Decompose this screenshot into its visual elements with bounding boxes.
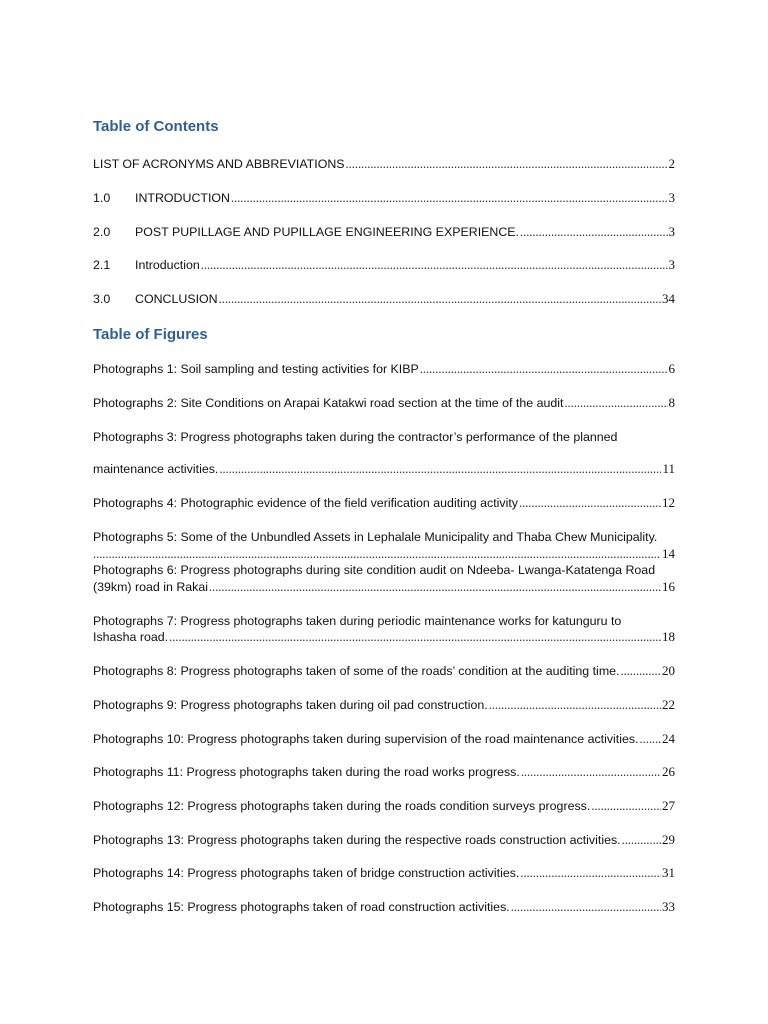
figure-entry-title: Photographs 4: Photographic evidence of the field verification auditing activity — [93, 496, 518, 510]
figure-entry-title: Photographs 11: Progress photographs taken during the road works progress. — [93, 765, 520, 779]
figure-entry[interactable] — [93, 580, 675, 594]
figure-entry[interactable] — [93, 698, 675, 712]
figure-entry-page: 31 — [662, 865, 675, 880]
figure-entry-page: 6 — [668, 361, 675, 376]
toc-entry-title: Introduction — [135, 258, 200, 272]
figure-entry[interactable] — [93, 833, 675, 847]
figure-entry-page: 27 — [662, 798, 675, 813]
dot-leader — [640, 732, 661, 746]
figure-entry-title: Photographs 12: Progress photographs taken during the roads condition surveys progress. — [93, 799, 591, 813]
dot-leader — [209, 580, 661, 594]
toc-entry[interactable] — [93, 258, 675, 272]
figure-entry-page: 29 — [662, 832, 675, 847]
toc-entry-number: 3.0 — [93, 292, 111, 306]
figure-entry[interactable] — [93, 732, 675, 746]
dot-leader — [420, 362, 668, 376]
figure-entry-title-line1[interactable]: Photographs 6: Progress photographs during site condition audit on Ndeeba- Lwanga-Katatenga Road — [93, 563, 656, 577]
dot-leader — [521, 765, 661, 779]
toc-entry-page: 3 — [668, 190, 675, 205]
toc-entry[interactable] — [93, 157, 675, 171]
figure-entry[interactable] — [93, 900, 675, 914]
figure-entry[interactable] — [93, 547, 675, 561]
figure-entry-title: Photographs 8: Progress photographs taken of some of the roads’ condition at the auditing time. — [93, 664, 620, 678]
toc-entry-number: 2.0 — [93, 225, 111, 239]
dot-leader — [201, 258, 668, 272]
figure-entry-page: 14 — [662, 546, 675, 561]
figure-entry-page: 26 — [662, 764, 675, 779]
figure-entry[interactable] — [93, 496, 675, 510]
figure-entry-title-line2: (39km) road in Rakai — [93, 580, 209, 594]
figures-heading: Table of Figures — [93, 326, 208, 343]
dot-leader — [93, 547, 661, 561]
toc-entry-title: LIST OF ACRONYMS AND ABBREVIATIONS — [93, 157, 345, 171]
dot-leader — [511, 900, 661, 914]
figure-entry-page: 12 — [662, 495, 675, 510]
figure-entry-title-line2: maintenance activities. — [93, 462, 219, 476]
figure-entry-title: Photographs 15: Progress photographs taken of road construction activities. — [93, 900, 510, 914]
figure-entry-page: 8 — [668, 395, 675, 410]
figure-entry-title: Photographs 1: Soil sampling and testing activities for KIBP — [93, 362, 419, 376]
figure-entry-title: Photographs 10: Progress photographs taken during supervision of the road maintenance activities. — [93, 732, 639, 746]
dot-leader — [520, 225, 667, 239]
dot-leader — [622, 833, 661, 847]
figure-entry-title-line1[interactable]: Photographs 3: Progress photographs taken during the contractor’s performance of the planned — [93, 430, 618, 444]
figure-entry-title: Photographs 2: Site Conditions on Arapai Katakwi road section at the time of the audit — [93, 396, 564, 410]
figure-entry-title-line2: Ishasha road. — [93, 630, 169, 644]
dot-leader — [219, 292, 661, 306]
figure-entry-page: 20 — [662, 663, 675, 678]
dot-leader — [519, 496, 661, 510]
toc-entry-title: INTRODUCTION — [135, 191, 230, 205]
dot-leader — [219, 462, 661, 476]
figure-entry-page: 33 — [662, 899, 675, 914]
figure-entry[interactable] — [93, 866, 675, 880]
dot-leader — [169, 630, 661, 644]
dot-leader — [489, 698, 661, 712]
figure-entry[interactable] — [93, 765, 675, 779]
figure-entry[interactable] — [93, 396, 675, 410]
toc-entry-title: POST PUPILLAGE AND PUPILLAGE ENGINEERING EXPERIENCE. — [135, 225, 520, 239]
toc-entry[interactable] — [93, 225, 675, 239]
figure-entry[interactable] — [93, 664, 675, 678]
figure-entry[interactable] — [93, 630, 675, 644]
toc-entry[interactable] — [93, 191, 675, 205]
figure-entry-title: Photographs 9: Progress photographs taken during oil pad construction. — [93, 698, 488, 712]
figure-entry-page: 18 — [662, 629, 675, 644]
figure-entry[interactable] — [93, 362, 675, 376]
dot-leader — [564, 396, 667, 410]
toc-entry[interactable] — [93, 292, 675, 306]
figure-entry-title: Photographs 13: Progress photographs taken during the respective roads construction activities. — [93, 833, 621, 847]
dot-leader — [520, 866, 661, 880]
dot-leader — [231, 191, 668, 205]
dot-leader — [620, 664, 661, 678]
toc-entry-number: 2.1 — [93, 258, 111, 272]
figure-entry-page: 22 — [662, 697, 675, 712]
figure-entry-title-line1[interactable]: Photographs 7: Progress photographs taken during periodic maintenance works for katunguru to — [93, 614, 622, 628]
toc-entry-title: CONCLUSION — [135, 292, 218, 306]
figure-entry[interactable] — [93, 462, 675, 476]
toc-entry-page: 34 — [662, 291, 675, 306]
toc-heading: Table of Contents — [93, 118, 219, 135]
figure-entry[interactable] — [93, 799, 675, 813]
figure-entry-title: Photographs 14: Progress photographs taken of bridge construction activities. — [93, 866, 520, 880]
toc-entry-page: 3 — [668, 257, 675, 272]
toc-entry-number: 1.0 — [93, 191, 111, 205]
figure-entry-page: 16 — [662, 579, 675, 594]
figure-entry-page: 11 — [662, 461, 675, 476]
figure-entry-page: 24 — [662, 731, 675, 746]
dot-leader — [346, 157, 668, 171]
toc-entry-page: 3 — [668, 224, 675, 239]
dot-leader — [591, 799, 661, 813]
figure-entry-title-line1[interactable]: Photographs 5: Some of the Unbundled Assets in Lephalale Municipality and Thaba Chew Municipality. — [93, 530, 658, 544]
toc-entry-page: 2 — [668, 156, 675, 171]
